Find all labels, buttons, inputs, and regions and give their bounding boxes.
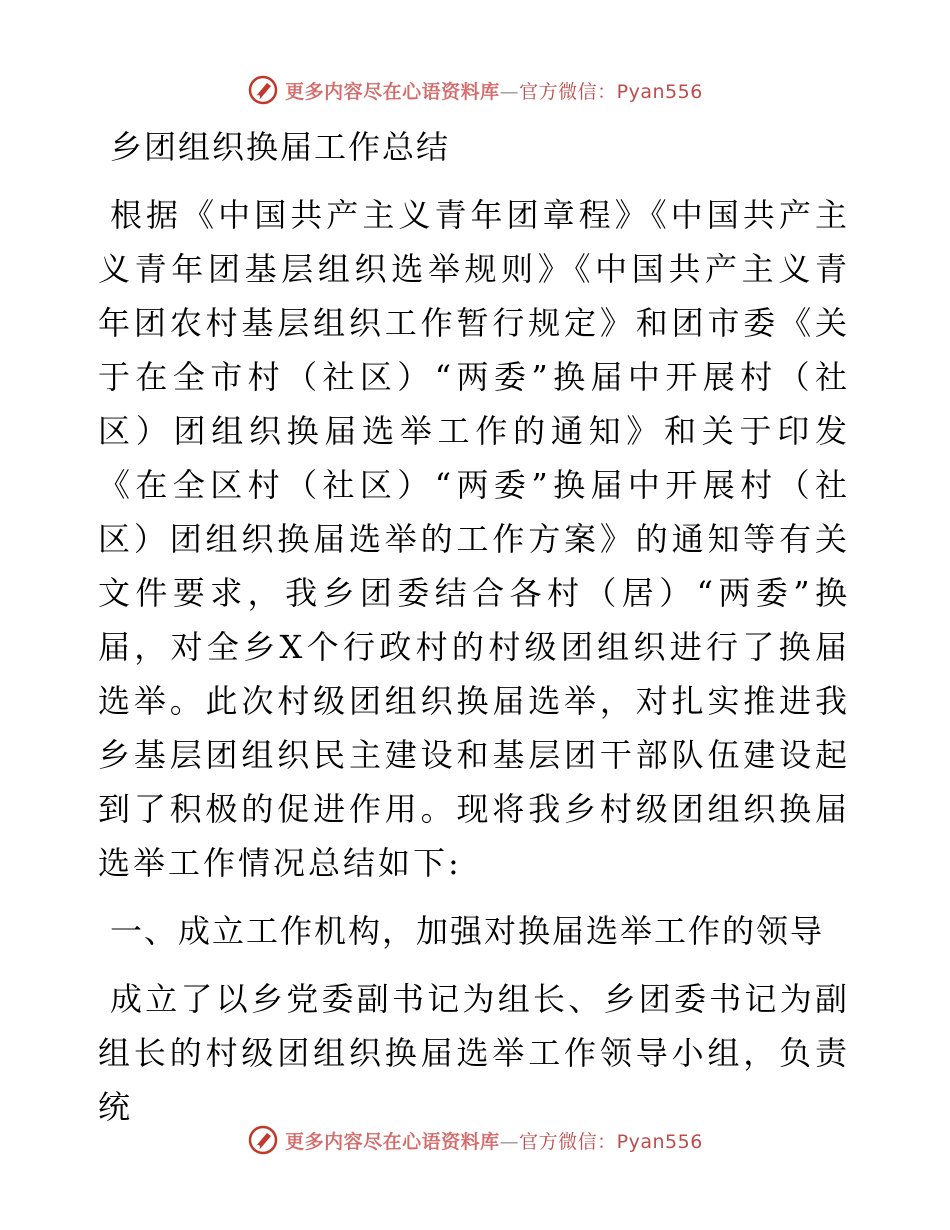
pen-logo-icon <box>247 1124 279 1156</box>
watermark-lead: 更多内容尽在心语资料库 <box>285 1130 500 1153</box>
watermark-text <box>285 1127 703 1154</box>
section-heading-1: 一、成立工作机构，加强对换届选举工作的领导 <box>110 912 825 950</box>
document-title: 乡团组织换届工作总结 <box>110 128 451 166</box>
watermark-tail: 官方微信：Pyan556 <box>519 80 703 103</box>
footer-watermark <box>0 1120 950 1160</box>
paragraph-section-1: 成立了以乡党委副书记为组长、乡团委书记为副组长的村级团组织换届选举工作领导小组，负责统 <box>98 980 850 1126</box>
watermark-dash: — <box>499 1130 520 1153</box>
header-watermark <box>0 70 950 110</box>
watermark-tail: 官方微信：Pyan556 <box>519 1130 703 1153</box>
watermark-lead: 更多内容尽在心语资料库 <box>285 80 500 103</box>
watermark-text <box>285 77 703 104</box>
paragraph-intro: 根据《中国共产主义青年团章程》《中国共产主义青年团基层组织选举规则》《中国共产主义青年团农村基层组织工作暂行规定》和团市委《关于在全市村（社区）“两委”换届中开展村（社区）团组织换届选举工作的通知》和关于印发《在全区村（社区）“两委”换届中开展村（社区）团组织换届选举的工作方案》的通知等有关文件要求，我乡团委结合各村（居）“两委”换届，对全乡X个行政村的村级团组织进行了换届选举。此次村级团组织换届选举，对扎实推进我乡基层团组织民主建设和基层团干部队伍建设起到了积极的促进作用。现将我乡村级团组织换届选举工作情况总结如下: <box>98 196 850 882</box>
watermark-dash: — <box>499 80 520 103</box>
document-body <box>98 120 858 1134</box>
pen-logo-icon <box>247 74 279 106</box>
